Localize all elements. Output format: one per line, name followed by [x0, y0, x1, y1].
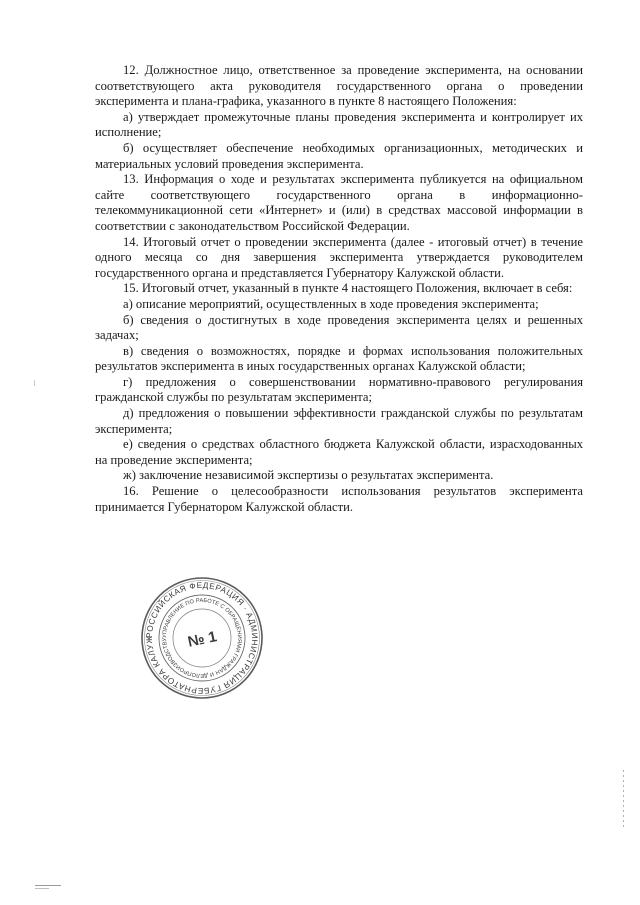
paragraph-15g: г) предложения о совершенствовании нормативно-правового регулирования гражданской службы по результатам эксперимента;: [95, 374, 583, 405]
paragraph-13: 13. Информация о ходе и результатах эксперимента публикуется на официальном сайте соответствующего государственного органа в информационно-телекоммуникационной сети «Интернет» и (или) в средствах массовой информации в соответствии с законодательством Российской Федерации.: [95, 172, 583, 233]
scan-mark-bottom-left-secondary: [35, 888, 49, 889]
scan-mark-bottom-left: [35, 885, 61, 886]
scan-mark-left: [34, 380, 35, 386]
paragraph-15e: е) сведения о средствах областного бюджета Калужской области, израсходованных на проведение эксперимента;: [95, 437, 583, 467]
document-body: [95, 63, 583, 515]
paragraph-16: 16. Решение о целесообразности использования результатов эксперимента принимается Губернатором Калужской области.: [95, 484, 583, 514]
paragraph-15zh: ж) заключение независимой экспертизы о результатах эксперимента.: [123, 468, 494, 483]
paragraph-12: 12. Должностное лицо, ответственное за проведение эксперимента, на основании соответствующего акта руководителя государственного органа о проведении эксперимента и плана-графика, указанного в пункте 8 настоящего Положения:: [95, 63, 583, 109]
seal-number: № 1: [186, 628, 219, 651]
paragraph-14: 14. Итоговый отчет о проведении эксперимента (далее - итоговый отчет) в течение одного месяца со дня завершения эксперимента утверждается руководителем государственного органа и представляется Губернатору Калужской области.: [95, 234, 583, 280]
scan-mark-right: [623, 770, 624, 830]
seal-inner-text: УПРАВЛЕНИЕ ПО РАБОТЕ С ОБРАЩЕНИЯМИ ГРАЖДАН И ДЕЛОПРОИЗВОДСТВУ: [161, 597, 243, 679]
paragraph-15b: б) сведения о достигнутых в ходе проведения эксперимента целях и решенных задачах;: [95, 312, 583, 343]
seal-outer-text: РОССИЙСКАЯ ФЕДЕРАЦИЯ · АДМИНИСТРАЦИЯ ГУБЕРНАТОРА КАЛУЖ: [144, 580, 260, 696]
seal-graphic: [140, 576, 264, 700]
official-seal: [140, 576, 264, 700]
paragraph-15d: д) предложения о повышении эффективности гражданской службы по результатам эксперимента;: [95, 406, 583, 436]
paragraph-15: 15. Итоговый отчет, указанный в пункте 4 настоящего Положения, включает в себя:: [123, 281, 573, 296]
paragraph-12b: б) осуществляет обеспечение необходимых организационных, методических и материальных условий проведения эксперимента.: [95, 140, 583, 171]
paragraph-15v: в) сведения о возможностях, порядке и формах использования положительных результатов эксперимента в иных государственных органах Калужской области;: [95, 343, 583, 374]
paragraph-15a: а) описание мероприятий, осуществленных в ходе проведения эксперимента;: [123, 296, 539, 311]
paragraph-12a: а) утверждает промежуточные планы проведения эксперимента и контролирует их исполнение;: [95, 109, 583, 140]
